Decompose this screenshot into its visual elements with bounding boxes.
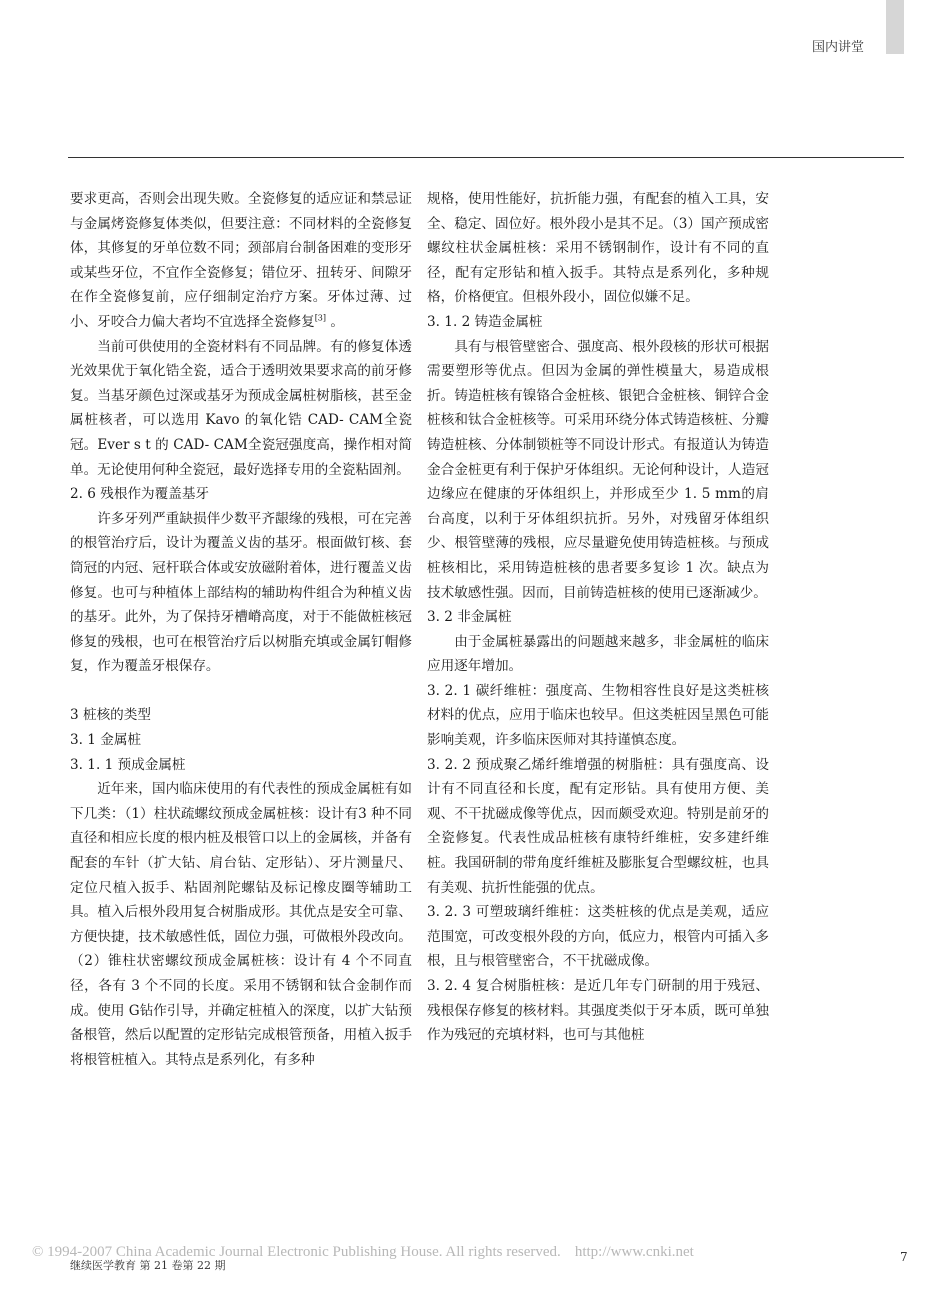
citation-ref: [3] [314, 313, 327, 323]
paragraph [427, 753, 769, 901]
paragraph-text: 3. 1 金属桩 [70, 732, 142, 749]
paragraph-text: 3. 1. 2 铸造金属桩 [427, 313, 543, 330]
paragraph [427, 900, 769, 974]
paragraph [427, 187, 769, 310]
copyright-text: © 1994-2007 China Academic Journal Electronic Publishing House. All rights reserved. [32, 1244, 561, 1260]
left-column [70, 187, 412, 1072]
paragraph-text: 具有与根管壁密合、强度高、根外段核的形状可根据需要塑形等优点。但因为金属的弹性模量大，易造成根折。铸造桩核有镍铬合金桩核、银钯合金桩核、铜锌合金桩核和钛合金桩核等。可采用环绕分体式铸造核桩、分瓣铸造桩核、分体制锁桩等不同设计形式。有报道认为铸造金合金桩更有利于保护牙体组织。无论何种设计，人造冠边缘应在健康的牙体组织上，并形成至少 1. 5 mm的肩台高度，以利于牙体组织抗折。另外，对残留牙体组织少、根管壁薄的残根，应尽量避免使用铸造桩核。与预成桩核相比，采用铸造桩核的患者要多复诊 1 次。缺点为技术敏感性强。因而，目前铸造桩核的使用已逐渐减少。 [427, 338, 769, 601]
section-name: 国内讲堂 [812, 40, 865, 55]
paragraph [427, 974, 769, 1048]
section-heading [427, 605, 769, 630]
paragraph-text: 3. 2. 4 复合树脂桩核：是近几年专门研制的用于残冠、残根保存修复的核材料。其强度类似于牙本质，既可单独作为残冠的充填材料，也可与其他桩 [427, 978, 769, 1044]
cnki-url: http://www.cnki.net [574, 1244, 694, 1260]
paragraph [70, 187, 412, 335]
section-heading [70, 728, 412, 753]
page-number: 7 [900, 1250, 908, 1264]
paragraph-tail: 。 [326, 313, 344, 330]
paragraph [427, 630, 769, 679]
paragraph-text: 3 桩核的类型 [70, 707, 151, 724]
section-heading [70, 753, 412, 778]
paragraph [427, 335, 769, 606]
paragraph [70, 507, 412, 679]
right-column [427, 187, 769, 1048]
header-rule [68, 157, 904, 158]
paragraph-text: 3. 2. 2 预成聚乙烯纤维增强的树脂桩：具有强度高、设计有不同直径和长度，配有定形钻。具有使用方便、美观、不干扰磁成像等优点，因而颇受欢迎。特别是前牙的全瓷修复。代表性成品桩核有康特纤维桩，安多建纤维桩。我国研制的带角度纤维桩及膨胀复合型螺纹桩，也具有美观、抗折性能强的优点。 [427, 756, 769, 896]
journal-footer: 继续医学教育 第 21 卷第 22 期 [70, 1259, 226, 1272]
paragraph-text: 当前可供使用的全瓷材料有不同品牌。有的修复体透光效果优于氧化锆全瓷，适合于透明效果要求高的前牙修复。当基牙颜色过深或基牙为预成金属桩树脂核，甚至金属桩核者，可以选用 Kavo 的氧化锆 CAD- CAM全瓷冠。Ever s t 的 CAD- CAM全瓷冠强度高，操作相对简单。无论使用何种全瓷冠，最好选择专用的全瓷粘固剂。 [70, 338, 412, 478]
page-corner-tab [886, 0, 904, 54]
paragraph-text: 规格，使用性能好，抗折能力强，有配套的植入工具，安全、稳定、固位好。根外段小是其不足。（3）国产预成密螺纹柱状金属桩核：采用不锈钢制作，设计有不同的直径，配有定形钻和植入扳手。其特点是系列化，多种规格，价格便宜。但根外段小，固位似嫌不足。 [427, 191, 769, 306]
paragraph-text: 3. 1. 1 预成金属桩 [70, 756, 186, 773]
paragraph-text: 3. 2 非金属桩 [427, 609, 512, 626]
paragraph-text: 要求更高，否则会出现失败。全瓷修复的适应证和禁忌证与金属烤瓷修复体类似，但要注意：不同材料的全瓷修复体，其修复的牙单位数不同；颈部肩台制备困难的变形牙或某些牙位，不宜作全瓷修复；错位牙、扭转牙、间隙牙在作全瓷修复前，应仔细制定治疗方案。牙体过薄、过小、牙咬合力偏大者均不宜选择全瓷修复 [70, 191, 412, 330]
paragraph-text: 2. 6 残根作为覆盖基牙 [70, 486, 210, 503]
paragraph [427, 679, 769, 753]
paragraph-text: 3. 2. 3 可塑玻璃纤维桩：这类桩核的优点是美观，适应范围宽，可改变根外段的方向，低应力，根管内可插入多根，且与根管壁密合，不干扰磁成像。 [427, 904, 769, 970]
paragraph [70, 777, 412, 1072]
section-heading [427, 310, 769, 335]
paragraph-text: 近年来，国内临床使用的有代表性的预成金属桩有如下几类：（1）柱状疏螺纹预成金属桩核：设计有3 种不同直径和相应长度的根内桩及根管口以上的金属核，并备有配套的车针（扩大钻、肩台钻、定形钻）、牙片测量尺、定位尺植入扳手、粘固剂陀螺钻及标记橡皮圈等辅助工具。植入后根外段用复合树脂成形。其优点是安全可靠、方便快捷，技术敏感性低，固位力强，可做根外段改向。（2）锥柱状密螺纹预成金属桩核：设计有 4 个不同直径，各有 3 个不同的长度。采用不锈钢和钛合金制作而成。使用 G钻作引导，并确定桩植入的深度，以扩大钻预备根管，然后以配置的定形钻完成根管预备，用植入扳手将根管桩植入。其特点是系列化，有多种 [70, 781, 412, 1068]
paragraph-text: 由于金属桩暴露出的问题越来越多，非金属桩的临床应用逐年增加。 [427, 633, 769, 675]
section-heading [70, 703, 412, 728]
paragraph-text: 3. 2. 1 碳纤维桩：强度高、生物相容性良好是这类桩核材料的优点，应用于临床也较早。但这类桩因呈黑色可能影响美观，许多临床医师对其持谨慎态度。 [427, 682, 769, 749]
section-heading [70, 482, 412, 507]
paragraph [70, 335, 412, 483]
paragraph-text: 许多牙列严重缺损伴少数平齐龈缘的残根，可在完善的根管治疗后，设计为覆盖义齿的基牙。根面做钉核、套筒冠的内冠、冠杆联合体或安放磁附着体，进行覆盖义齿修复。也可与种植体上部结构的辅助构件组合为种植义齿的基牙。此外，为了保持牙槽嵴高度，对于不能做桩核冠修复的残根，也可在根管治疗后以树脂充填或金属钉帽修复，作为覆盖牙根保存。 [70, 510, 412, 675]
